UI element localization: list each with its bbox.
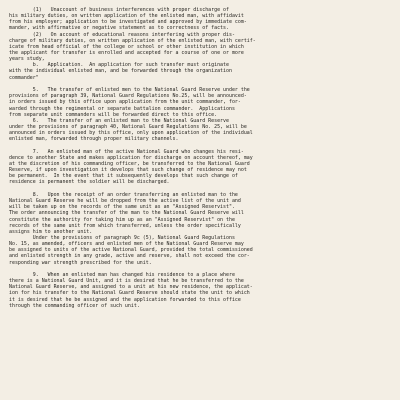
text-line: commander" [9,74,39,81]
text-line: with the individual enlisted man, and be forwarded through the organization [9,68,232,75]
text-line: The order announcing the transfer of the man to the National Guard Reserve will [9,210,244,217]
text-line: his military duties, on written application of the enlisted man, with affidavit [9,13,244,20]
text-line: 6. The transfer of an enlisted man to the National Guard Reserve [9,117,229,124]
text-line: years study, [9,56,45,63]
text-line: responding war strength prescribed for the unit. [9,259,152,266]
text-line: residence is permanent the soldier will be discharged. [9,179,170,186]
text-line: 8. Upon the receipt of an order transferring an enlisted man to the [9,191,238,198]
document-body [9,7,392,309]
text-line: charge of military duties, on written application of the enlisted man, with certif- [9,37,256,44]
text-line: announced in orders issued by this office, only upon application of the individual [9,130,253,137]
text-line: there is a National Guard Unit, and it is desired that he be transferred to the [9,278,244,285]
text-line: ion for his transfer to the National Guard Reserve should state the unit to which [9,290,250,297]
text-line: be permanent. In the event that it subsequently develops that such change of [9,173,238,180]
text-line: 5. The transfer of enlisted men to the National Guard Reserve under the [9,87,250,94]
text-line: dence to another State and makes application for discharge on account thereof, may [9,154,253,161]
text-line: (2) On account of educational reasons interfering with proper dis- [9,31,235,38]
text-line: the applicant for transfer is enrolled and accepted for a course of one or more [9,49,244,56]
text-line: No. 15, as amended, officers and enlisted men of the National Guard Reserve may [9,241,244,248]
text-line: it is desired that he be assigned and the application forwarded to this office [9,296,241,303]
text-line: icate from head official of the college or school or other institution in which [9,43,244,50]
text-line: from his employer; application to be investigated and approved by immediate com- [9,19,247,26]
text-line: through the commanding officer of such unit. [9,302,140,309]
text-line: under the provisions of paragraph 40, National Guard Regulations No. 25, will be [9,123,247,130]
text-line: assigns him to another unit. [9,228,93,235]
text-line: records of the same unit from which transferred, unless the order specifically [9,222,241,229]
text-line: will be taken up on the records of the same unit as an "Assigned Reservist". [9,204,235,211]
text-line: from separate unit commanders will be forwarded direct to this office. [9,111,218,118]
text-line: 7. An enlisted man of the active National Guard who changes his resi- [9,148,244,155]
text-line: at the discretion of his commanding officer, be transferred to the National Guard [9,161,250,168]
text-line: be assigned to units of the active National Guard, provided the total commissioned [9,247,253,254]
text-line: warded through the regimental or separate battalion commander. Applications [9,105,235,112]
text-line: Reserve, if upon investigation it develops that such change of residence may not [9,167,247,174]
text-line: b. Application. An application for such transfer must originate [9,62,229,69]
text-line: (1) Unaccount of business interferences with proper discharge of [9,7,229,13]
text-line: National Guard Reserve, and assigned to a unit at his new residence, the applicat- [9,284,253,291]
text-line: enlisted man, forwarded through proper military channels. [9,136,179,143]
text-line: provisions of paragraph 39, National Guard Regulations No.25, will be announced- [9,93,247,100]
text-line: mander, with affirmative or negative statement as to correctness of facts. [9,25,229,32]
text-line: 9. When an enlisted man has changed his residence to a place where [9,272,235,279]
text-line: and enlisted strength in any grade, active and reserve, shall not exceed the cor- [9,253,250,260]
text-line: constitute the authority for taking him up as an "Assigned Reservist" on the [9,216,235,223]
text-line: Under the provisions of paragraph 9c (5), National Guard Regulations [9,234,235,241]
text-line: National Guard Reserve he will be dropped from the active list of the unit and [9,198,241,205]
text-line: in orders issued by this office upon application from the unit commander, for- [9,99,241,106]
